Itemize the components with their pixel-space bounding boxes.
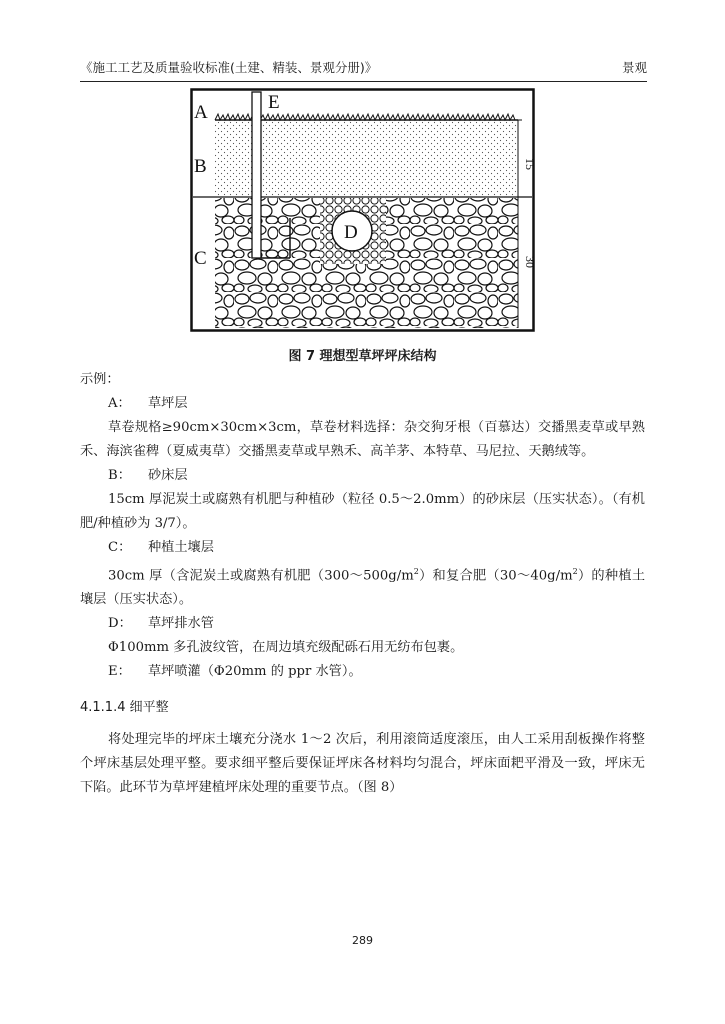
item-c-sup1: 2 [413,567,419,576]
label-d: D [344,222,358,243]
item-c-text [80,560,645,612]
item-e-heading [80,660,645,684]
item-d-text: Φ100mm 多孔波纹管，在周边填充级配砾石用无纺布包裹。 [108,640,464,656]
item-c-sup2: 2 [572,567,578,576]
sprinkler-pipe [252,92,261,258]
item-d-title: 草坪排水管 [148,616,214,632]
label-b: B [194,156,207,177]
section-heading: 4.1.1.4 细平整 [80,700,169,716]
item-b-title: 砂床层 [148,468,188,483]
item-c-heading [80,536,645,560]
lawn-bed-diagram [190,88,535,332]
item-e-tag: E： [108,664,131,680]
item-c-text-part3: ）的种植土壤层（压实状态）。 [80,568,646,608]
item-a-title: 草坪层 [148,396,188,411]
item-e-title: 草坪喷灌（Φ20mm 的 ppr 水管）。 [148,664,362,680]
figure-caption: 图 7 理想型草坪坪床结构 [288,349,437,364]
item-b-heading [80,464,645,488]
section-text: 将处理完毕的坪床土壤充分浇水 1～2 次后，利用滚筒适度滚压，由人工采用刮板操作将整个坪床基层处理平整。要求细平整后要保证坪床各材料均匀混合，坪床面耙平滑及一致，坪床无下陷。此环节为草坪建植坪床处理的重要节点。（图 8） [80,732,645,796]
page-number: 289 [352,934,373,947]
item-a-heading [80,392,645,416]
label-e: E [268,92,280,113]
item-c-text-part1: 30cm 厚（含泥炭土或腐熟有机肥（300～500g/m [108,568,414,584]
item-d-tag: D： [108,616,132,632]
dim-top: 15 [523,158,537,170]
item-d-heading [80,612,645,636]
example-label: 示例： [80,372,120,387]
item-b-tag: B： [108,468,131,483]
header-title: 《施工工艺及质量验收标准(土建、精装、景观分册)》 [80,60,378,75]
item-c-text-part2: ）和复合肥（30～40g/m [418,568,573,584]
item-c-tag: C： [108,540,132,555]
label-a: A [194,102,208,123]
item-a-tag: A： [108,396,131,411]
header-section: 景观 [621,60,647,75]
label-c: C [194,248,207,269]
page-header [80,58,647,82]
item-b-text: 15cm 厚泥炭土或腐熟有机肥与种植砂（粒径 0.5～2.0mm）的砂床层（压实状态）。（有机肥/种植砂为 3/7）。 [80,492,645,531]
lawn-bed-structure-figure [190,88,535,332]
item-c-title: 种植土壤层 [148,540,214,555]
dim-bottom: 30 [523,256,537,268]
body-text [80,368,645,800]
item-a-text: 草卷规格≥90cm×30cm×3cm，草卷材料选择：杂交狗牙根（百慕达）交播黑麦草或早熟禾、海滨雀稗（夏威夷草）交播黑麦草或早熟禾、高羊茅、本特草、马尼拉、天鹅绒等。 [80,420,645,459]
